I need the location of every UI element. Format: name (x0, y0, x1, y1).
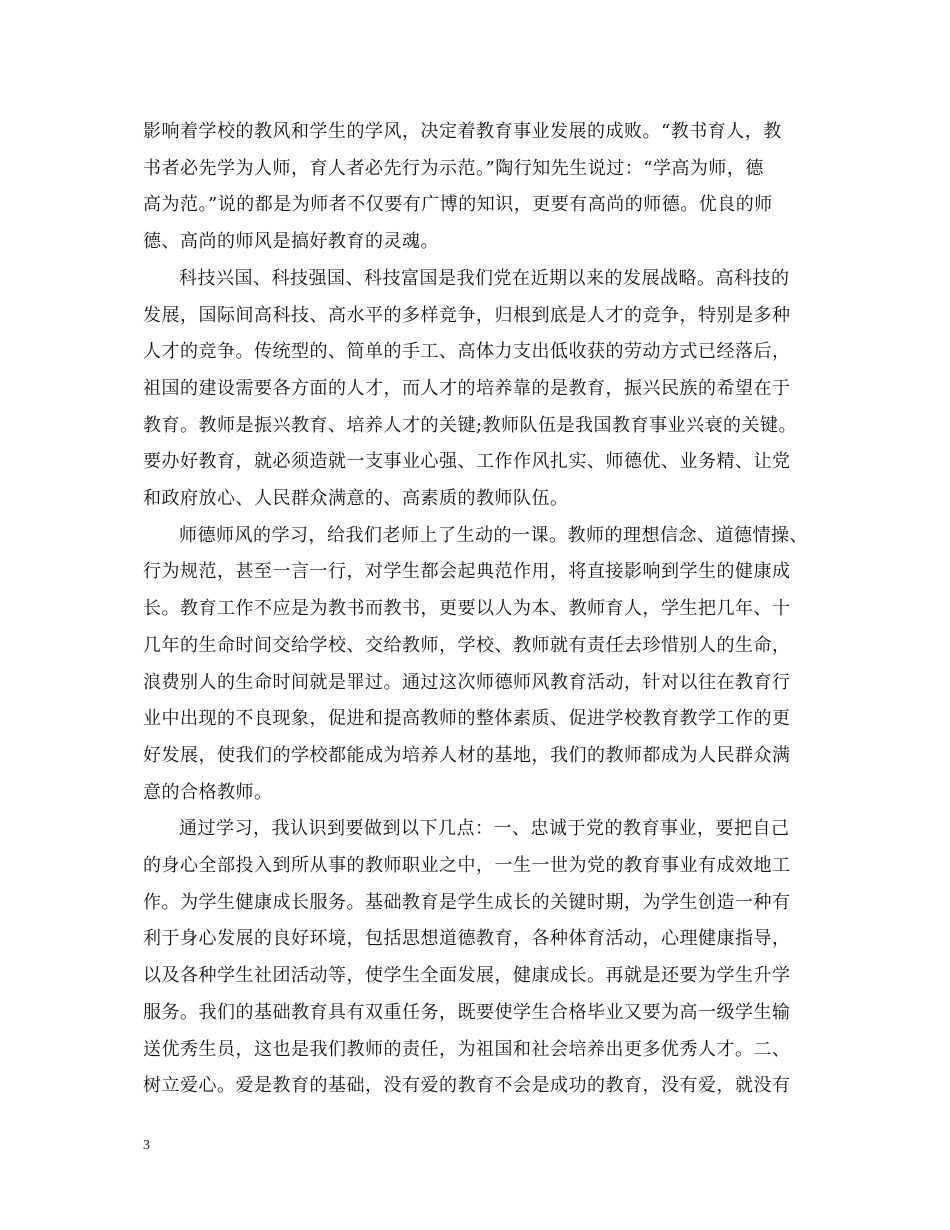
text-line: 以及各种学生社团活动等，使学生全面发展，健康成长。再就是还要为学生升学 (143, 965, 791, 987)
text-line: 人才的竞争。传统型的、简单的手工、高体力支出低收获的劳动方式已经落后， (143, 341, 791, 363)
text-line: 科技兴国、科技强国、科技富国是我们党在近期以来的发展战略。高科技的 (179, 267, 790, 289)
text-line: 送优秀生员，这也是我们教师的责任，为祖国和社会培养出更多优秀人才。二、 (143, 1038, 791, 1060)
text-line: 作。为学生健康成长服务。基础教育是学生成长的关键时期，为学生创造一种有 (143, 891, 791, 913)
text-line: 教育。教师是振兴教育、培养人才的关键;教师队伍是我国教育事业兴衰的关键。 (143, 414, 798, 436)
text-line: 好发展，使我们的学校都能成为培养人材的基地，我们的教师都成为人民群众满 (143, 744, 791, 766)
text-line: 的身心全部投入到所从事的教师职业之中，一生一世为党的教育事业有成效地工 (143, 855, 791, 877)
text-line: 祖国的建设需要各方面的人才，而人才的培养靠的是教育，振兴民族的希望在于 (143, 377, 791, 399)
text-line: 长。教育工作不应是为教书而教书，更要以人为本、教师育人，学生把几年、十 (143, 598, 791, 620)
text-line: 师德师风的学习，给我们老师上了生动的一课。教师的理想信念、道德情操、 (179, 524, 808, 546)
text-line: 高为范。”说的都是为师者不仅要有广博的知识，更要有高尚的师德。优良的师 (143, 194, 773, 216)
document-body (143, 114, 825, 1105)
text-line: 行为规范，甚至一言一行，对学生都会起典范作用，将直接影响到学生的健康成 (143, 561, 791, 583)
text-line: 和政府放心、人民群众满意的、高素质的教师队伍。 (143, 488, 569, 510)
text-line: 利于身心发展的良好环境，包括思想道德教育，各种体育活动，心理健康指导， (143, 928, 791, 950)
text-line: 意的合格教师。 (143, 781, 273, 803)
paragraph-3 (143, 518, 825, 812)
text-line: 树立爱心。爱是教育的基础，没有爱的教育不会是成功的教育，没有爱，就没有 (143, 1075, 791, 1097)
text-line: 发展，国际间高科技、高水平的多样竞争，归根到底是人才的竞争，特别是多种 (143, 304, 791, 326)
text-line: 浪费别人的生命时间就是罪过。通过这次师德师风教育活动，针对以往在教育行 (143, 671, 791, 693)
text-line: 几年的生命时间交给学校、交给教师，学校、教师就有责任去珍惜别人的生命， (143, 634, 791, 656)
text-line: 业中出现的不良现象，促进和提高教师的整体素质、促进学校教育教学工作的更 (143, 708, 791, 730)
paragraph-4 (143, 811, 825, 1105)
text-line: 书者必先学为人师，育人者必先行为示范。”陶行知先生说过：“学高为师，德 (143, 157, 764, 179)
text-line: 要办好教育，就必须造就一支事业心强、工作作风扎实、师德优、业务精、让党 (143, 451, 791, 473)
text-line: 影响着学校的教风和学生的学风，决定着教育事业发展的成败。“教书育人，教 (143, 121, 782, 142)
text-line: 通过学习，我认识到要做到以下几点：一、忠诚于党的教育事业，要把自己 (179, 818, 790, 840)
paragraph-1 (143, 114, 825, 261)
page-number: 3 (143, 1138, 150, 1153)
paragraph-2 (143, 261, 825, 518)
text-line: 德、高尚的师风是搞好教育的灵魂。 (143, 231, 439, 253)
text-line: 服务。我们的基础教育具有双重任务，既要使学生合格毕业又要为高一级学生输 (143, 1001, 791, 1023)
